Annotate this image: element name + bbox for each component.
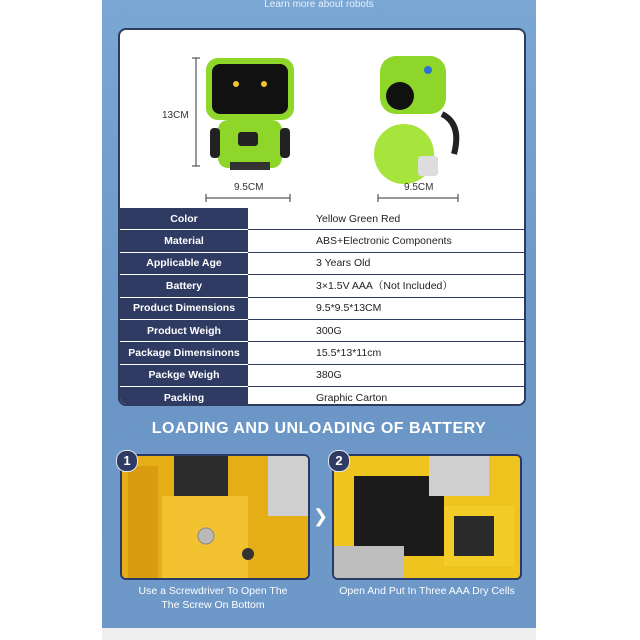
spec-key: Color [120, 208, 248, 230]
table-row [120, 297, 524, 319]
spec-value: 15.5*13*11cm [248, 342, 524, 364]
learn-more-link[interactable]: Learn more about robots [264, 0, 374, 10]
spec-key: Product Weigh [120, 319, 248, 341]
table-row [120, 387, 524, 406]
spec-value: 3 Years Old [248, 252, 524, 274]
table-row [120, 342, 524, 364]
spec-value: Graphic Carton [248, 387, 524, 406]
spec-key: Packge Weigh [120, 364, 248, 386]
spec-key: Battery [120, 275, 248, 297]
spec-card [118, 28, 526, 406]
spec-value: ABS+Electronic Components [248, 230, 524, 252]
step-2-badge: 2 [328, 450, 350, 472]
side-width-label: 9.5CM [404, 182, 434, 193]
spec-value: Yellow Green Red [248, 208, 524, 230]
step-1-caption [120, 584, 306, 612]
spec-value: 300G [248, 319, 524, 341]
front-width-label: 9.5CM [234, 182, 264, 193]
table-row [120, 319, 524, 341]
step-2-caption-line1: Open And Put In Three AAA Dry Cells [339, 585, 515, 597]
chevron-right-icon: ❯ [313, 506, 329, 526]
step-2-photo [332, 454, 522, 580]
product-info-panel [102, 0, 536, 628]
spec-key: Material [120, 230, 248, 252]
table-row [120, 364, 524, 386]
spec-value: 380G [248, 364, 524, 386]
step-1-caption-line1: Use a Screwdriver To Open The [138, 585, 288, 597]
step-2-caption [332, 584, 522, 598]
spec-value: 9.5*9.5*13CM [248, 297, 524, 319]
step-1-photo [120, 454, 310, 580]
spec-key: Package Dimensinons [120, 342, 248, 364]
bottom-strip [102, 628, 536, 640]
spec-table [120, 208, 524, 406]
table-row [120, 230, 524, 252]
height-dimension-label: 13CM [162, 110, 189, 121]
spec-key: Product Dimensions [120, 297, 248, 319]
step-1-badge: 1 [116, 450, 138, 472]
step-1-caption-line2: The Screw On Bottom [161, 599, 265, 611]
table-row [120, 208, 524, 230]
spec-key: Applicable Age [120, 252, 248, 274]
table-row [120, 252, 524, 274]
spec-value: 3×1.5V AAA（Not Included） [248, 275, 524, 297]
spec-key: Packing [120, 387, 248, 406]
table-row [120, 275, 524, 297]
battery-section-title: LOADING AND UNLOADING OF BATTERY [151, 420, 487, 437]
